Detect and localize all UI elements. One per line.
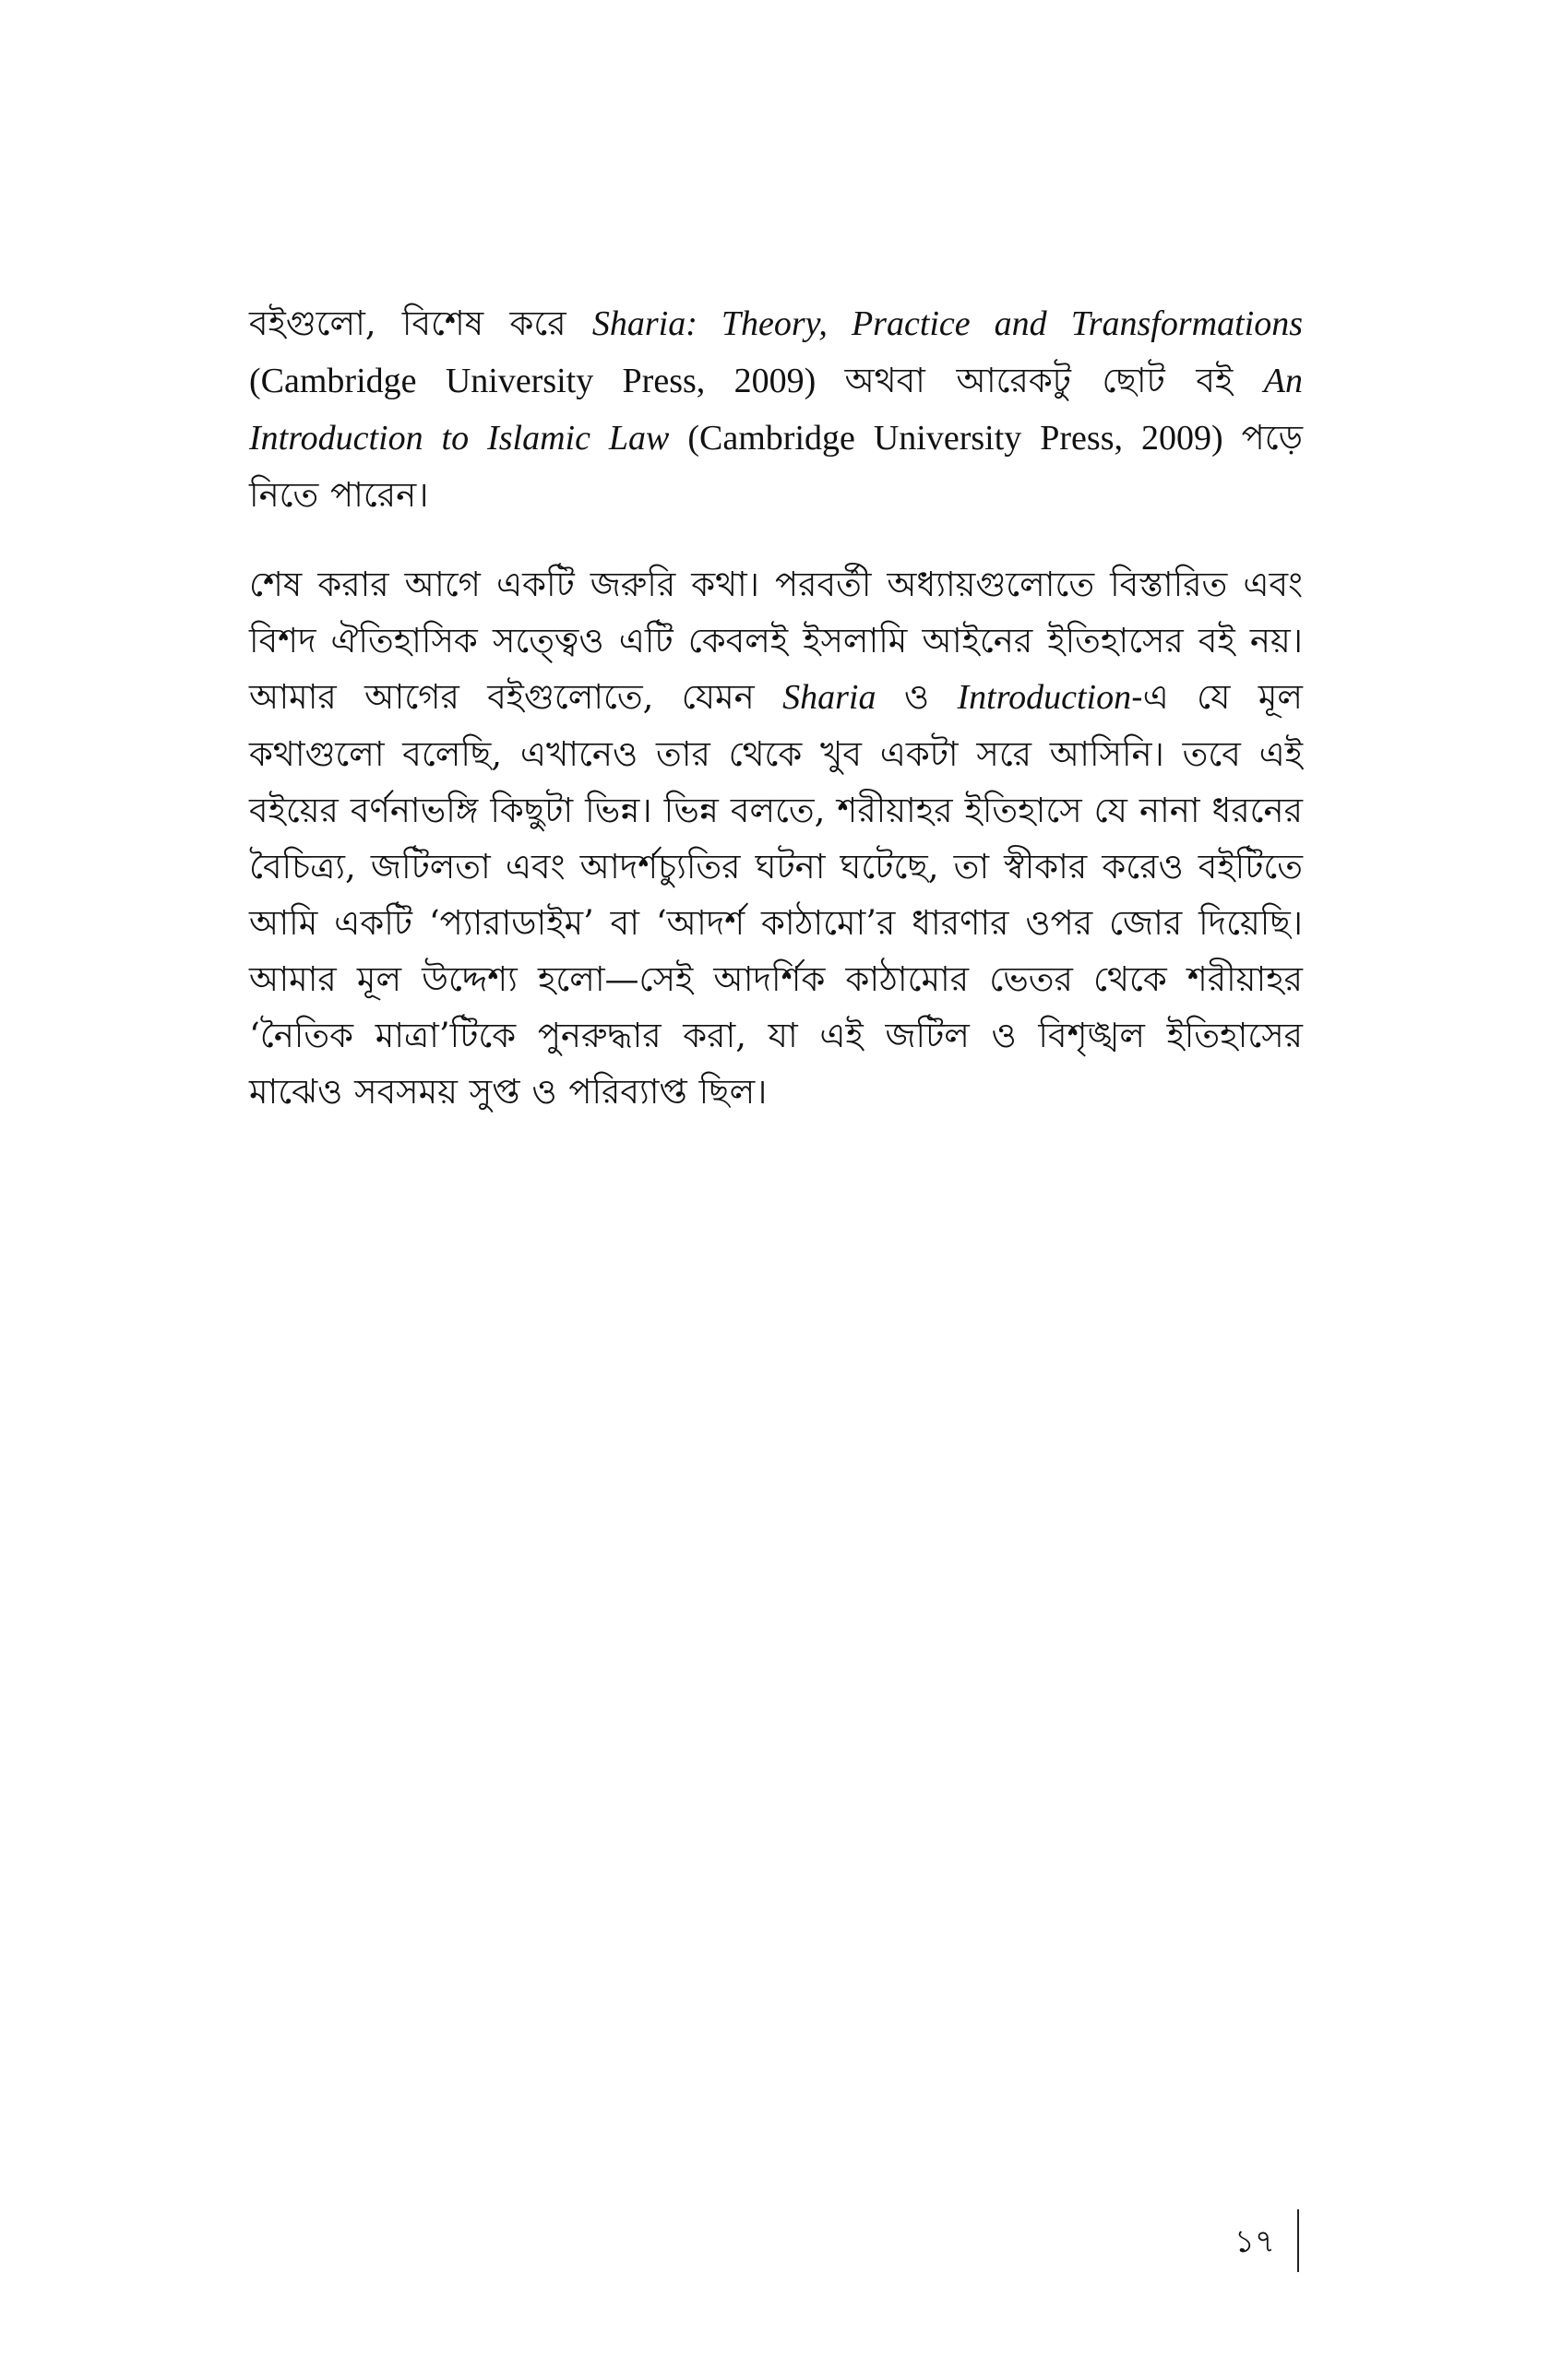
text-segment: ও [876,677,958,717]
book-title-introduction: An Introduction to Islamic Law [249,362,1303,458]
paragraph-1 [249,295,1303,523]
text-segment: শেষ করার আগে একটি জরুরি কথা। পরবর্তী অধ্যায়গুলোতে বিস্তারিত এবং বিশদ ঐতিহাসিক সত্ত্বেও এটি কেবলই ইসলামি আইনের ইতিহাসের বই নয়। আমার আগের বইগুলোতে, যেমন [249,565,1303,717]
page-number: ১৭ [1234,2223,1275,2260]
book-title-sharia-theory: Sharia: Theory, Practice and Transformations [591,304,1303,343]
paragraph-2 [249,556,1303,1120]
book-title-introduction-short: Introduction [957,678,1132,717]
text-segment: অথবা আরেকটু ছোট বই [844,361,1264,400]
book-title-sharia: Sharia [782,678,876,717]
text-segment: বইগুলো, বিশেষ করে [249,303,592,343]
text-segment: -এ যে মূল কথাগুলো বলেছি, এখানেও তার থেকে খুব একটা সরে আসিনি। তবে এই বইয়ের বর্ণনাভঙ্গি কিছুটা ভিন্ন। ভিন্ন বলতে, শরীয়াহর ইতিহাসে যে নানা ধরনের বৈচিত্র্য, জটিলতা এবং আদর্শচ্যুতির ঘটনা ঘটেছে, তা স্বীকার করেও বইটিতে আমি একটি ‘প্যারাডাইম’ বা ‘আদর্শ কাঠামো’র ধারণার ওপর জোর দিয়েছি। আমার মূল উদ্দেশ্য হলো—সেই আদর্শিক কাঠামোর ভেতর থেকে শরীয়াহর ‘নৈতিক মাত্রা’টিকে পুনরুদ্ধার করা, যা এই জটিল ও বিশৃঙ্খল ইতিহাসের মাঝেও সবসময় সুপ্ত ও পরিব্যাপ্ত ছিল। [249,677,1303,1112]
publisher-citation: (Cambridge University Press, 2009) [249,362,845,400]
footer-divider [1297,2209,1299,2272]
text-segment: পড়ে নিতে পারেন। [249,418,1303,515]
publisher-citation: (Cambridge University Press, 2009) [669,419,1242,458]
body-text [249,295,1303,1153]
page-footer [1153,2209,1319,2274]
